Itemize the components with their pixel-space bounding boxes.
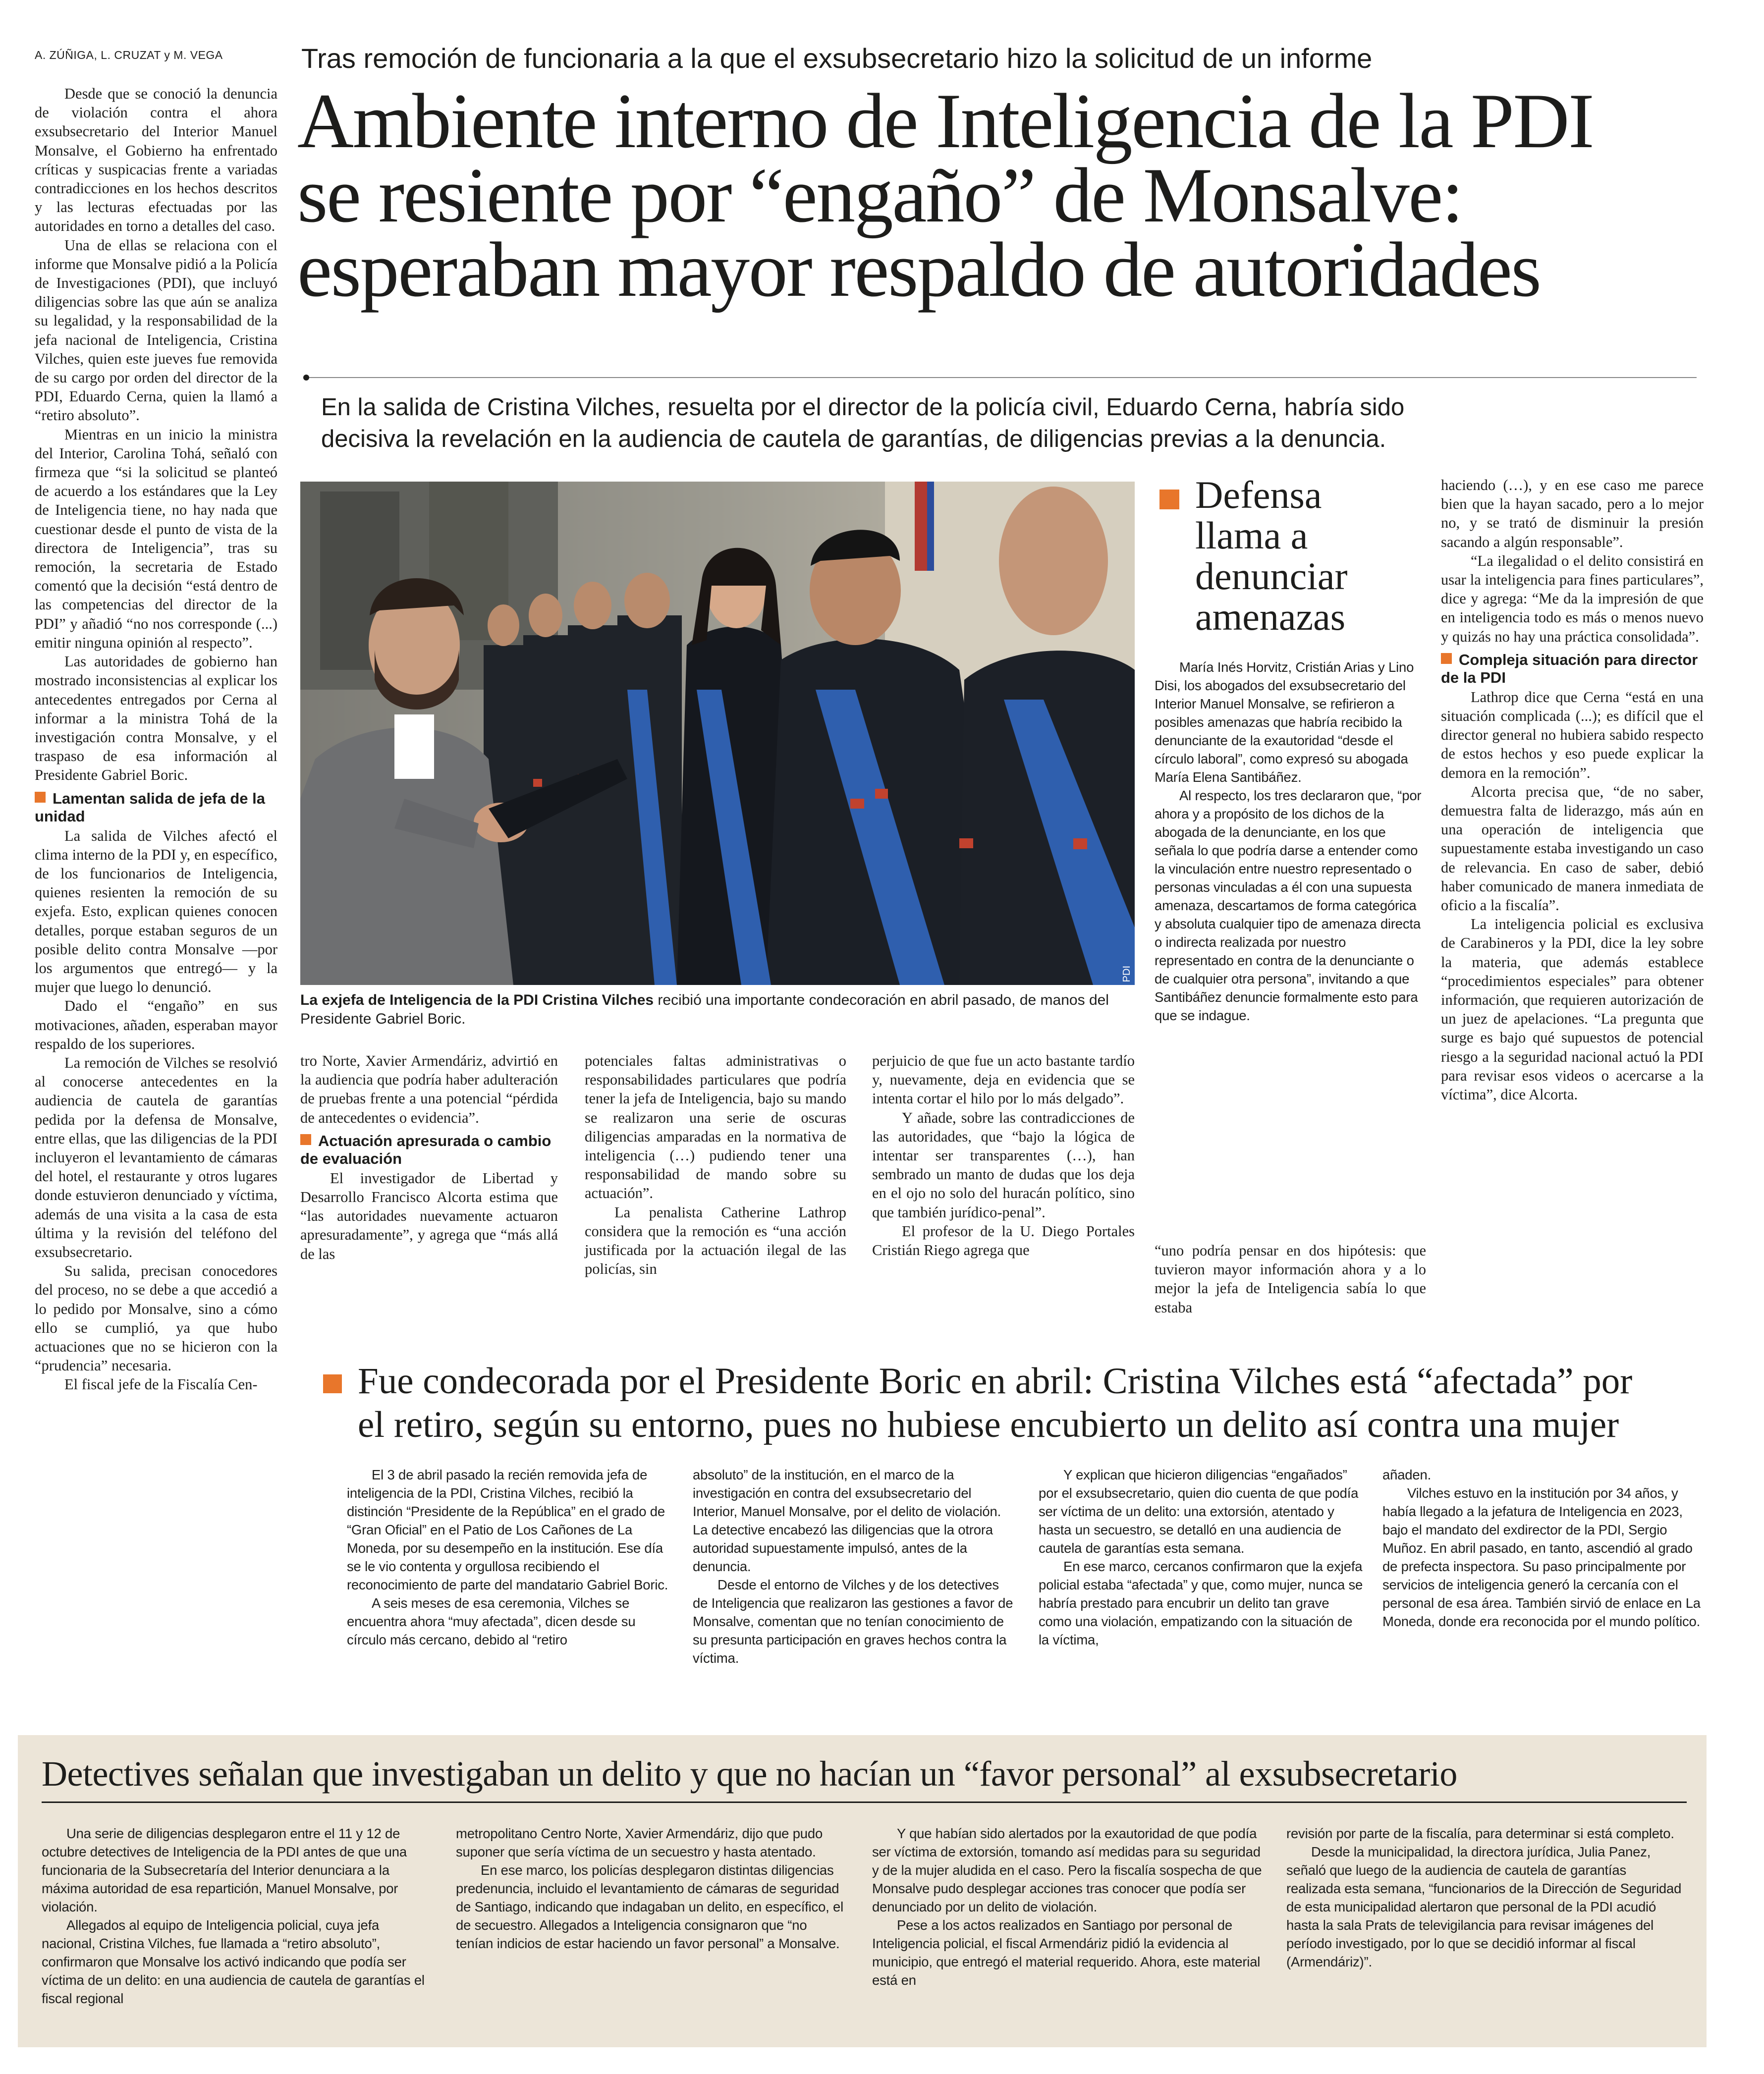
paragraph: potenciales faltas administrativas o responsabilidades particulares que podría tener la jefa de Inteligencia, bajo su mando se realizaron una serie de oscuras diligencias amparadas en la normativa de inteligencia (…) pudiendo tener una responsabilidad de mando sobre su actuación”. [585,1052,846,1202]
paragraph: La salida de Vilches afectó el clima interno de la PDI y, en específico, de los funcionarios de Inteligencia, quienes resienten la remoción de su exjefa. Esto, explican quienes conocen detalles, porque estaban seguros de un posible delito contra Monsalve —por los argumentos que entregó— y la mujer que luego lo denunció. [35,827,277,996]
paragraph: Su salida, precisan conocedores del proceso, no se debe a que accedió a lo pedido por Monsalve, sino a cómo ello se cumplió, ya que hubo actuaciones que no se hicieron con la “prudencia” necesaria. [35,1262,277,1374]
headline-line: se resiente por “engaño” de Monsalve: [297,152,1463,239]
paragraph: Alcorta precisa que, “de no saber, demuestra falta de liderazgo, más aún en una operación de inteligencia que supuestamente estaba investigando un caso de relevancia. En caso de saber, debió haber comunicado de manera inmediata de oficio a la fiscalía”. [1441,783,1704,914]
orange-square-icon [323,1374,342,1393]
paragraph: El profesor de la U. Diego Portales Cristián Riego agrega que [872,1222,1135,1259]
orange-square-icon [35,792,46,803]
paragraph: La remoción de Vilches se resolvió al conocerse antecedentes en la audiencia de cautela de garantías pedida por la defensa de Monsalve, entre ellas, que las diligencias de la PDI incluyeron el levantamiento de cámaras del hotel, el restaurante y otros lugares donde estuvieron denunciado y víctima, además de una visita a la casa de esta última y la revisión del teléfono del exsubsecretario. [35,1054,277,1260]
orange-square-icon [1159,490,1179,509]
bottom-box [18,1735,1707,2047]
orange-square-icon [300,1134,311,1145]
orange-square-icon [1441,653,1452,664]
box-col3: Y que habían sido alertados por la exautoridad de que podía ser víctima de extorsión, tomando así medidas para su seguridad y de la mujer aludida en el caso. Pero la fiscalía sospecha de que Monsalve pudo desplegar acciones tras conocer que podía ser denunciado por un delito de violación. Pese a los actos realizados en Santiago por personal de Inteligencia policial, el fiscal Armendáriz pidió la evidencia al municipio, que entregó el material requerido. Ahora, este material está en [872,1826,1262,1988]
box-col2: metropolitano Centro Norte, Xavier Armendáriz, dijo que pudo suponer que sería víctima de un secuestro y hasta atentado. En ese marco, los policías desplegaron distintas diligencias predenuncia, incluido el levantamiento de cámaras de seguridad de Santiago, indicando que indagaban un delito, en específico, el de secuestro. Allegados a Inteligencia consignaron que “no tenían indicios de estar haciendo un favor personal” a Monsalve. [456,1826,844,1951]
paragraph: La inteligencia policial es exclusiva de Carabineros y la PDI, dice la ley sobre la materia, que además establece “procedimientos especiales” para obtener información, que requieren autorización de un juez de apelaciones. “La pregunta que surge es bajo qué supuestos de potencial riesgo a la seguridad nacional actuó la PDI para revisar esos videos o acercarse a la víctima”, dice Alcorta. [1441,916,1704,1103]
paragraph: Al respecto, los tres declararon que, “por ahora y a propósito de los dichos de la abogada de la denunciante, en los que señala lo que podría darse a entender como la vinculación entre nuestro representado o personas vinculadas a él con una supuesta amenaza, descartamos de forma categórica y absoluta cualquier tipo de amenaza directa o indirecta realizada por nuestro representado en contra de la denunciante o de cualquier otra persona”, invitando a que Santibáñez denuncie formalmente esto para que se indague. [1155,788,1422,1023]
photo-illustration [300,482,1135,985]
paragraph: Mientras en un inicio la ministra del Interior, Carolina Tohá, señaló con firmeza que “si la solicitud se planteó de acuerdo a los estándares que la Ley de Inteligencia tiene, no hay nada que cuestionar desde el punto de vista de la directora de Inteligencia”, tras su remoción, la secretaria de Estado comentó que la decisión “está dentro de las competencias del director de la PDI” y añadió “no nos corresponde (...) emitir ninguna opinión al respecto”. [35,426,277,651]
byline: A. ZÚÑIGA, L. CRUZAT y M. VEGA [35,49,223,61]
paragraph: Una de ellas se relaciona con el informe que Monsalve pidió a la Policía de Investigaciones (PDI), que incluyó diligencias sobre las que aún se analiza su legalidad, y la responsabilidad de la jefa nacional de Inteligencia, Cristina Vilches, quien este jueves fue removida de su cargo por orden del director de la PDI, Eduardo Cerna, quien la llamó a “retiro absoluto”. [35,236,277,424]
paragraph: La penalista Catherine Lathrop considera que la remoción es “una acción justificada por la actuación ilegal de las policías, sin [585,1203,846,1278]
column-1 [35,84,277,1394]
box-title: Detectives señalan que investigaban un delito y que no hacían un “favor personal” al exsubsecretario [42,1754,1457,1794]
paragraph: “uno podría pensar en dos hipótesis: que tuvieron mayor información ahora y a lo mejor la jefa de Inteligencia sabía lo que estaba [1155,1242,1426,1316]
photo-credit: PDI [1121,965,1132,982]
divider [309,377,1697,378]
section2-col1: El 3 de abril pasado la recién removida jefa de inteligencia de la PDI, Cristina Vilches, recibió la distinción “Presidente de la República” en el grado de “Gran Oficial” en el Patio de Los Cañones de La Moneda, por su desempeño en la institución. Ese día se le vio contenta y orgullosa recibiendo el reconocimiento de parte del mandatario Gabriel Boric. A seis meses de esa ceremonia, Vilches se encuentra ahora “muy afectada”, dicen desde su círculo más cercano, debido al “retiro [347,1467,668,1647]
sidebar-body [1155,658,1422,1025]
paragraph: El fiscal jefe de la Fiscalía Cen- [64,1376,258,1393]
paragraph: “La ilegalidad o el delito consistirá en usar la inteligencia para fines particulares”, dice y agrega: “Me da la impresión de que en inteligencia todo es más o menos nuevo y quizás no hay una práctica consolidada”. [1441,552,1704,645]
box-col1: Una serie de diligencias desplegaron entre el 11 y 12 de octubre detectives de Inteligencia de la PDI antes de que una funcionaria de la Subsecretaría del Interior denunciara a la máxima autoridad de esa repartición, Manuel Monsalve, por violación. Allegados al equipo de Inteligencia policial, cuya jefa nacional, Cristina Vilches, fue llamada a “retiro absoluto”, confirmaron que Monsalve los activó indicando que podía ser víctima de un delito: en una audiencia de cautela de garantías el fiscal regional [42,1826,425,2006]
paragraph: Dado el “engaño” en sus motivaciones, añaden, esperaban mayor respaldo de los superiores. [35,997,277,1052]
section2-col4: añaden. Vilches estuvo en la institución por 34 años, y había llegado a la jefatura de Inteligencia en 2023, bajo el mandato del exdirector de la PDI, Sergio Muñoz. En abril pasado, en tanto, ascendió al grado de prefecta inspectora. Su paso principalmente por servicios de inteligencia generó la cercanía con el personal de esa área. También sirvió de enlace en La Moneda, donde era reconocida por el mundo político. [1382,1467,1701,1629]
paragraph: María Inés Horvitz, Cristián Arias y Lino Disi, los abogados del exsubsecretario del Interior Manuel Monsalve, se refirieron a posibles amenazas que habría recibido la denunciante de la exautoridad “desde el círculo laboral”, como expresó su abogada María Elena Santibáñez. [1155,659,1414,785]
paragraph: tro Norte, Xavier Armendáriz, advirtió en la audiencia que podría haber adulteración de pruebas frente a una potencial “pérdida de antecedentes o evidencia”. [300,1052,558,1126]
box-col4: revisión por parte de la fiscalía, para determinar si está completo. Desde la municipalidad, la directora jurídica, Julia Panez, señaló que luego de la audiencia de cautela de garantías realizada esta semana, “funcionarios de la Dirección de Seguridad de esta municipalidad alertaron que personal de la PDI acudió hasta la sala Prats de televigilancia para revisar imágenes del período investigado, por lo que se decidió informar al fiscal (Armendáriz)”. [1286,1826,1682,1969]
section2-title: Fue condecorada por el Presidente Boric en abril: Cristina Vilches está “afectada” por el retiro, según su entorno, pues no hubiese encubierto un delito así contra una mujer [358,1361,1633,1445]
subheading-actuacion: Actuación apresurada o cambio de evaluación [300,1132,551,1167]
column-6 [1441,476,1704,1104]
paragraph: Lathrop dice que Cerna “está en una situación complicada (...); es difícil que el director general no hubiera sabido respecto de estos hechos y eso puede explicar la demora en la remoción”. [1441,688,1704,781]
section2-col3: Y explican que hicieron diligencias “engañados” por el exsubsecretario, quien dio cuenta de que podía ser víctima de un delito: una extorsión, atentado y hasta un secuestro, se detalló en una audiencia de cautela de garantías esta semana. En ese marco, cercanos confirmaron que la exjefa policial estaba “afectada” y que, como mujer, nunca se habría prestado para encubrir un delito tan grave como una violación, empatizando con la situación de la víctima, [1039,1467,1363,1647]
column-4 [872,1051,1135,1259]
section2-col2: absoluto” de la institución, en el marco de la investigación en contra del exsubsecretario del Interior, Manuel Monsalve, por el delito de violación. La detective encabezó las diligencias que la otrora autoridad supuestamente impulsó, antes de la denuncia. Desde el entorno de Vilches y de los detectives de Inteligencia que realizaron las gestiones a favor de Monsalve, comentan que no tenían conocimiento de su presunta participación en graves hechos contra la víctima. [693,1467,1013,1666]
photo-caption: La exjefa de Inteligencia de la PDI Cristina Vilches recibió una importante condecoración en abril pasado, de manos del Presidente Gabriel Boric. [300,992,1109,1027]
headline-line: esperaban mayor respaldo de autoridades [297,226,1541,313]
column-5b [1155,1241,1426,1317]
subheading-lamentan: Lamentan salida de jefa de la unidad [35,789,265,825]
headline-line: Ambiente interno de Inteligencia de la PDI [297,78,1594,164]
paragraph: haciendo (…), y en ese caso me parece bien que la hayan sacado, pero a lo mejor no, y se trató de disminuir la presión sacando a algún responsable”. [1441,477,1704,550]
box-divider [42,1801,1687,1803]
paragraph: El investigador de Libertad y Desarrollo Francisco Alcorta estima que “las autoridades nuevamente actuaron apresuradamente”, y agrega que “más allá de las [300,1169,558,1262]
column-2 [300,1051,558,1263]
sidebar-title: Defensa llama a denunciar amenazas [1195,473,1348,638]
paragraph: perjuicio de que fue un acto bastante tardío y, nuevamente, deja en evidencia que se intenta cortar el hilo por lo más delgado”. [872,1052,1135,1107]
photo [300,482,1135,985]
headline [297,78,1759,313]
lede: En la salida de Cristina Vilches, resuelta por el director de la policía civil, Eduardo Cerna, habría sido decisiva la revelación en la audiencia de cautela de garantías, de diligencias previas a la denuncia. [321,394,1405,452]
subheading-compleja: Compleja situación para director de la PDI [1441,651,1698,686]
paragraph: Y añade, sobre las contradicciones de las autoridades, que “bajo la lógica de intentar ser transparentes (…), han sembrado un manto de dudas que los deja en el ojo no solo del huracán político, sino que también jurídico-penal”. [872,1109,1135,1221]
paragraph: Desde que se conoció la denuncia de violación contra el ahora exsubsecretario del Interior Manuel Monsalve, el Gobierno ha enfrentado críticas y suspicacias frente a variadas contradicciones en los hechos descritos y las lecturas efectuadas por las autoridades en torno a detalles del caso. [35,85,277,235]
kicker: Tras remoción de funcionaria a la que el exsubsecretario hizo la solicitud de un informe [301,43,1373,74]
paragraph: Las autoridades de gobierno han mostrado inconsistencias al explicar los antecedentes entregados por Cerna al informar a la ministra Tohá de la investigación contra Monsalve, y el traspaso de esa información al Presidente Gabriel Boric. [35,653,277,784]
bullet-dot [303,375,309,381]
column-3 [585,1051,846,1278]
